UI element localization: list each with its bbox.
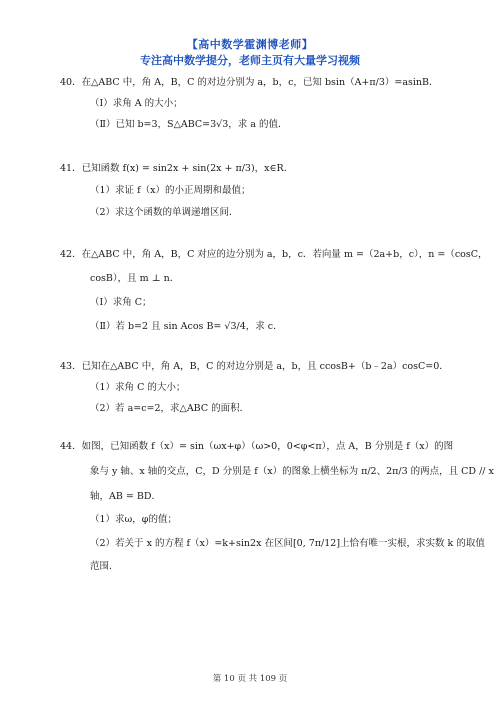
problem-41-part-1: （1）求证 f（x）的小正周期和最值； <box>90 185 251 196</box>
problem-44-part-1: （1）求ω，φ的值； <box>90 514 177 525</box>
problem-42-part-2: （Ⅱ）若 b=2 且 sin Acos B= √3/4，求 c． <box>90 321 283 332</box>
problem-41-part-2: （2）求这个函数的单调递增区间． <box>90 207 239 218</box>
problem-44-part-2-cont: 范围． <box>90 561 119 572</box>
problem-44-stem: 44．如图，已知函数 f（x）= sin（ωx+φ）（ω>0，0<φ<π），点 A，B 分别是 f（x）的图 <box>60 441 454 452</box>
problem-44-stem-cont-2: 轴，AB = BD． <box>90 491 161 502</box>
header-title: 【高中数学霍渊博老师】 <box>186 38 314 51</box>
problem-40-part-2: （Ⅱ）已知 b=3，S△ABC=3√3，求 a 的值． <box>90 119 288 130</box>
problem-40-part-1: （Ⅰ）求角 A 的大小； <box>90 98 183 109</box>
problem-43-part-1: （1）求角 C 的大小； <box>90 382 186 393</box>
problem-42-part-1: （Ⅰ）求角 C； <box>90 297 152 308</box>
problem-43-part-2: （2）若 a=c=2，求△ABC 的面积． <box>90 403 250 414</box>
problem-43-stem: 43．已知在△ABC 中，角 A，B，C 的对边分别是 a，b，且 ccosB+（b﹣2a）cosC=0． <box>60 361 449 372</box>
problem-44-part-2: （2）若关于 x 的方程 f（x）=k+sin2x 在区间[0, 7π/12]上恰有唯一实根，求实数 k 的取值 <box>90 538 485 549</box>
problem-44-stem-cont-1: 象与 y 轴、x 轴的交点，C，D 分别是 f（x）的图象上横坐标为 π/2、2π/3 的两点，且 CD // x <box>90 466 494 477</box>
problem-41-stem: 41．已知函数 f(x) = sin2x + sin(2x + π/3)，x∈R． <box>60 163 294 174</box>
problem-40-stem: 40．在△ABC 中，角 A，B，C 的对边分别为 a，b，c，已知 bsin（A+π/3）=asinB． <box>60 77 439 88</box>
page-number: 第 10 页 共 109 页 <box>212 674 288 684</box>
problem-42-stem: 42．在△ABC 中，角 A，B，C 对应的边分别为 a，b，c．若向量 m =（2a+b，c），n =（cosC， <box>60 249 488 260</box>
problem-42-stem-cont: cosB），且 m ⊥ n． <box>90 273 180 284</box>
header-subtitle: 专注高中数学提分，老师主页有大量学习视频 <box>140 54 360 67</box>
